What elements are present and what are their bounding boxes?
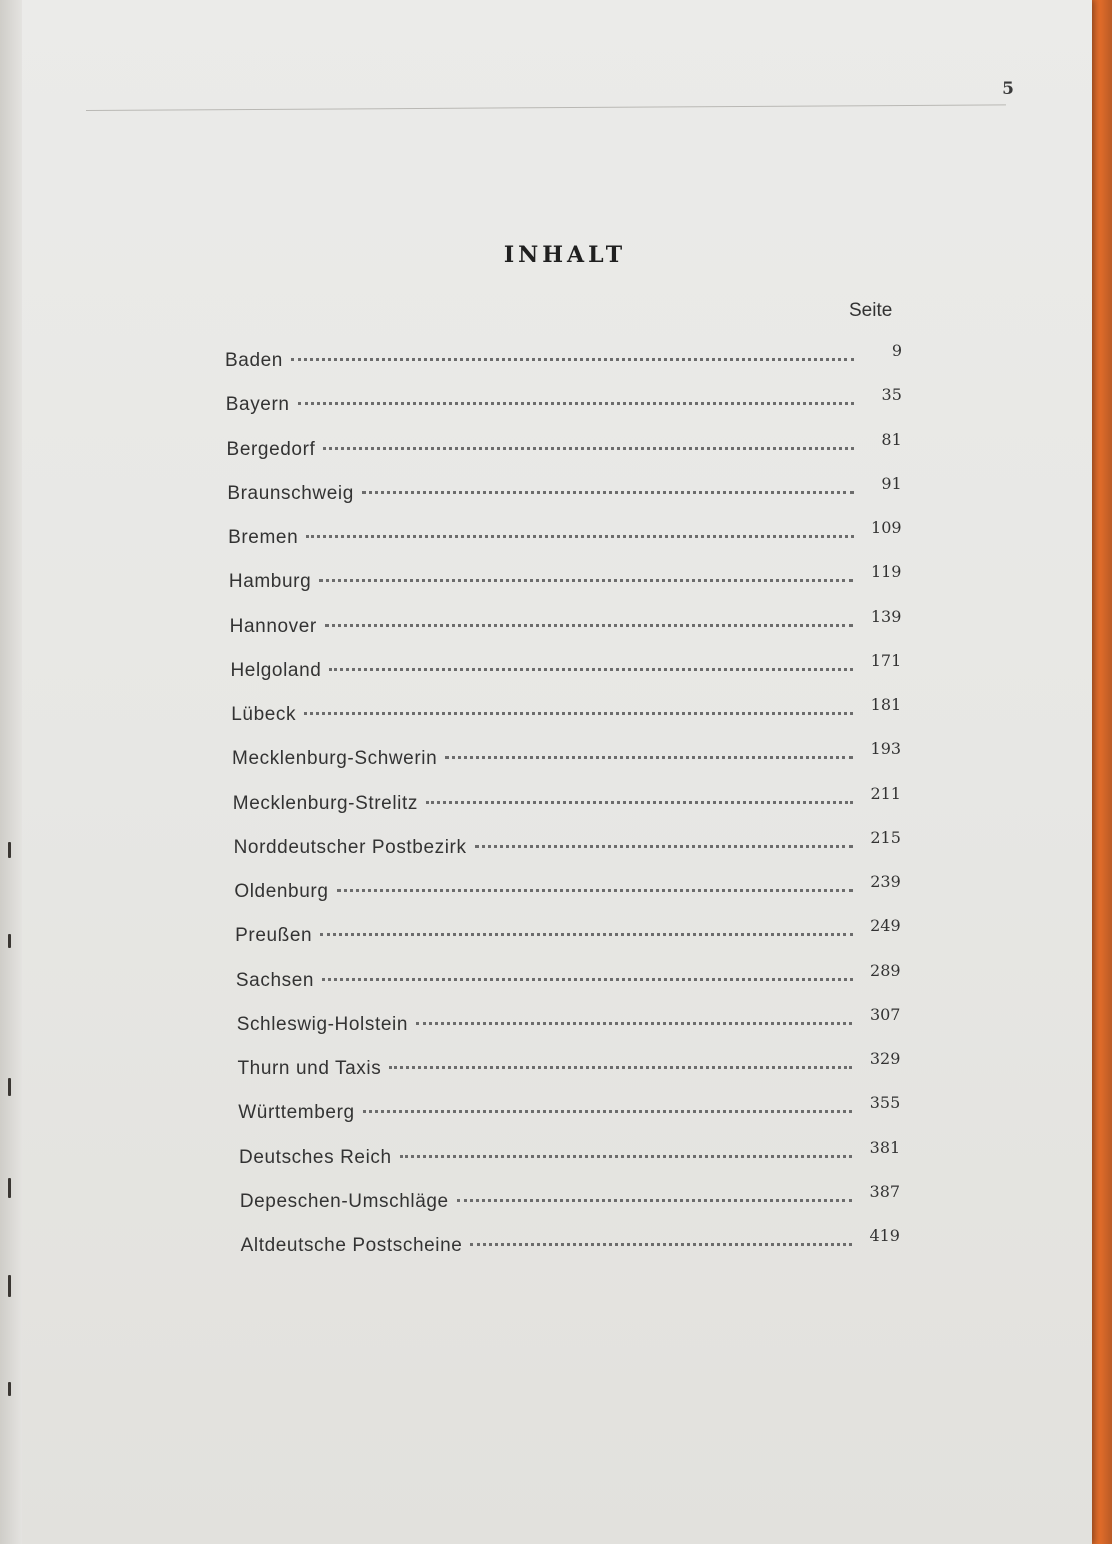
toc-entry-label: Braunschweig [227,482,354,504]
toc-entry [235,960,901,992]
toc-entry-page: 193 [870,739,902,759]
toc-leader-dots [470,1243,852,1246]
toc-entry-label: Hamburg [228,571,312,593]
toc-entry-page: 211 [870,783,901,803]
toc-entry-page: 387 [869,1181,901,1201]
toc-entry [237,1049,901,1080]
toc-entry [228,562,902,593]
toc-entry-label: Schleswig-Holstein [236,1013,408,1035]
toc-entry-label: Württemberg [238,1102,355,1124]
toc-leader-dots [322,978,853,981]
toc-entry-page: 289 [870,960,901,980]
toc-entry [236,1004,901,1036]
toc-entry-page: 419 [869,1226,900,1245]
toc-entry [232,783,901,815]
toc-entry-label: Thurn und Taxis [237,1058,382,1079]
toc-leader-dots [298,402,854,405]
toc-entry-page: 139 [870,606,902,626]
toc-entry-label: Mecklenburg-Schwerin [232,748,438,770]
toc-entry [231,695,902,726]
toc-entry-label: Oldenburg [234,881,329,902]
toc-entry [234,872,901,903]
toc-leader-dots [363,1110,853,1113]
toc-entry-label: Bayern [225,394,290,416]
toc-leader-dots [291,358,854,361]
toc-entry [232,739,902,770]
toc-entry-label: Sachsen [235,969,315,991]
toc-entry-page: 119 [870,562,902,582]
toc-leader-dots [426,801,853,804]
page-number: 5 [1002,79,1014,99]
toc-entry [228,518,902,549]
toc-entry-label: Altdeutsche Postscheine [240,1235,463,1256]
toc-entry-page: 249 [870,916,901,936]
toc-entry [239,1181,901,1213]
binding-stitch [8,1178,11,1198]
toc-entry [229,606,902,638]
page-column-header: Seite [849,300,893,321]
toc-entry-page: 215 [870,827,901,847]
toc-leader-dots [389,1066,852,1069]
toc-leader-dots [325,624,854,627]
toc-leader-dots [416,1022,852,1025]
toc-entry [225,341,902,372]
page-title: INHALT [503,242,627,268]
toc-leader-dots [475,845,853,848]
toc-entry-label: Baden [225,350,283,371]
header-rule [86,104,1006,111]
toc-entry-label: Deutsches Reich [239,1146,392,1168]
toc-entry-page: 381 [869,1137,901,1157]
toc-leader-dots [329,668,853,671]
toc-entry-label: Depeschen-Umschläge [239,1190,449,1212]
toc-leader-dots [319,579,853,582]
toc-leader-dots [400,1155,853,1158]
toc-entry-page: 307 [869,1004,901,1024]
toc-entry-label: Helgoland [230,659,322,681]
toc-entry-page: 35 [881,385,902,405]
toc-entry-page: 355 [869,1093,901,1113]
toc-leader-dots [304,712,853,715]
toc-entry [226,429,902,461]
toc-entry-page: 81 [881,429,902,449]
toc-entry-page: 9 [891,341,902,360]
toc-entry-label: Hannover [229,615,317,637]
page-gutter [0,0,22,1544]
toc-entry [239,1137,901,1169]
toc-leader-dots [337,889,853,892]
toc-entry [225,385,902,416]
toc-entry [238,1093,901,1124]
toc-entry-label: Preußen [235,925,313,947]
toc-entry-page: 91 [881,473,902,493]
toc-entry-label: Lübeck [231,704,297,725]
toc-entry [230,650,902,682]
toc-entry-page: 329 [869,1049,901,1068]
toc-entry-page: 109 [871,518,902,537]
toc-entry-page: 239 [870,872,901,891]
binding-stitch [8,1382,11,1396]
toc-entry [235,916,901,947]
toc-entry-page: 181 [870,695,902,714]
toc-entry-page: 171 [870,650,902,670]
toc-leader-dots [362,491,854,494]
toc-entry [227,473,902,505]
toc-entry [240,1226,900,1257]
toc-leader-dots [445,756,853,759]
binding-stitch [8,1078,11,1096]
toc-leader-dots [457,1199,852,1202]
binding-stitch [8,1275,11,1297]
toc-leader-dots [320,933,852,936]
toc-leader-dots [306,535,853,538]
toc-entry-label: Norddeutscher Postbezirk [233,836,467,858]
toc-entry [233,827,901,859]
binding-stitch [8,842,11,858]
toc-leader-dots [323,447,853,450]
binding-stitch [8,934,11,948]
toc-entry-label: Mecklenburg-Strelitz [232,792,418,814]
toc-entry-label: Bremen [228,527,299,548]
toc-entry-label: Bergedorf [226,438,316,460]
